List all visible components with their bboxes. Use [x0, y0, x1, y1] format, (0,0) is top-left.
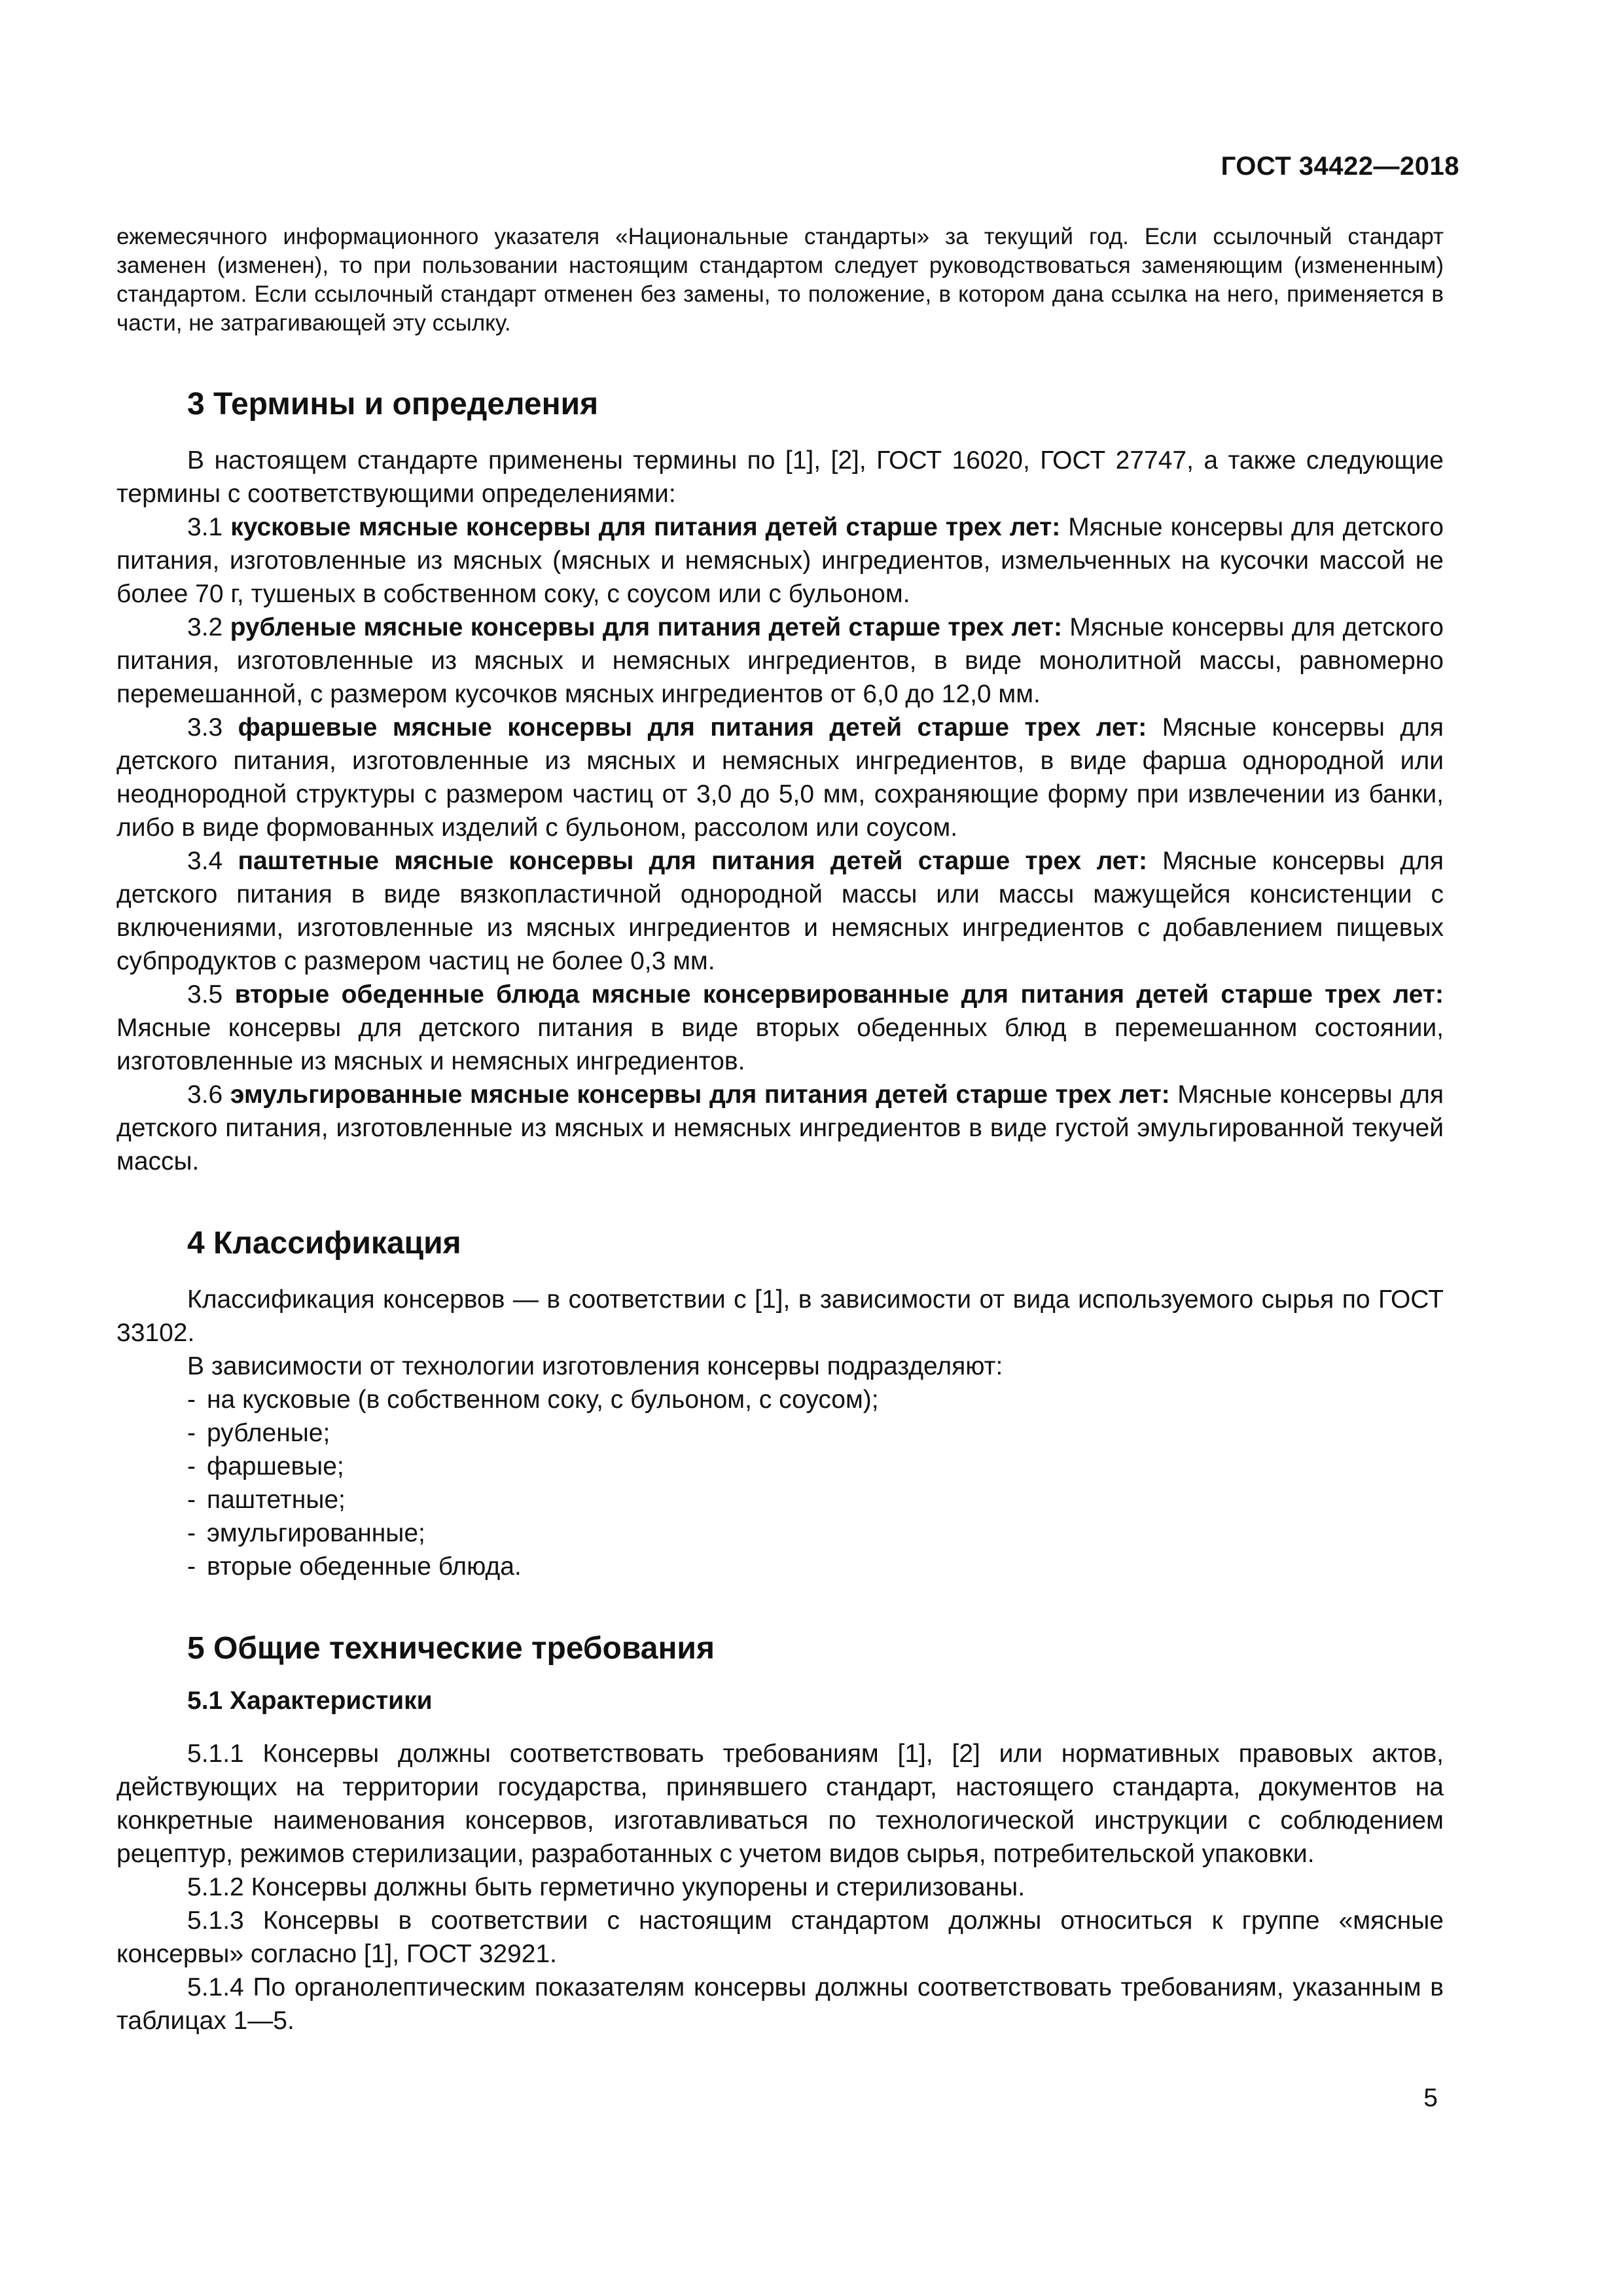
term-3-5-definition: Мясные консервы для детского питания в виде вторых обеденных блюд в перемешанном состоянии, изготовленные из мясных и немясных ингредиентов.	[116, 1014, 1444, 1075]
list-item: - вторые обеденные блюда.	[187, 1552, 522, 1581]
term-3-4-name: паштетные мясные консервы для питания детей старше трех лет:	[238, 847, 1147, 875]
term-3-1: 3.1 кусковые мясные консервы для питания детей старше трех лет: Мясные консервы для детского питания, изготовленные из мясных (мясных и немясных) ингредиентов, измельченных на кусочки массой не более 70 г, тушеных в собственном соку, с соусом или с бульоном.	[116, 513, 1444, 608]
term-3-6-definition: Мясные консервы для детского питания, изготовленные из мясных и немясных ингредиентов в виде густой эмульгированной текучей массы.	[116, 1081, 1444, 1175]
term-3-2-definition: Мясные консервы для детского питания, изготовленные из мясных и немясных ингредиентов, в виде монолитной массы, равномерно перемешанной, с размером кусочков мясных ингредиентов от 6,0 до 12,0 мм.	[116, 613, 1444, 708]
section-5-title: 5 Общие технические требования	[187, 1631, 715, 1666]
paragraph-5-1-1: 5.1.1 Консервы должны соответствовать требованиям [1], [2] или нормативных правовых актов, действующих на территории государства, принявшего стандарт, настоящего стандарта, документов на конкретные наименования консервов, изготавливаться по технологической инструкции с соблюдением рецептур, режимов стерилизации, разработанных с учетом видов сырья, потребительской упаковки.	[116, 1740, 1444, 1868]
section-4-paragraph-1: Классификация консервов — в соответствии с [1], в зависимости от вида используемого сырья по ГОСТ 33102.	[116, 1285, 1444, 1347]
list-item: - на кусковые (в собственном соку, с бульоном, с соусом);	[187, 1386, 879, 1414]
paragraph-5-1-4: 5.1.4 По органолептическим показателям консервы должны соответствовать требованиям, указанным в таблицах 1—5.	[116, 1973, 1444, 2035]
classification-list	[116, 1383, 1444, 1583]
section-3-title: 3 Термины и определения	[187, 387, 599, 422]
term-3-3-name: фаршевые мясные консервы для питания детей старше трех лет:	[238, 713, 1147, 742]
document-code: ГОСТ 34422—2018	[1221, 152, 1459, 181]
list-item: - эмульгированные;	[187, 1519, 425, 1547]
section-4-title: 4 Классификация	[187, 1226, 461, 1261]
term-3-1-name: кусковые мясные консервы для питания детей старше трех лет:	[230, 513, 1061, 541]
term-3-4: 3.4 паштетные мясные консервы для питания детей старше трех лет: Мясные консервы для детского питания в виде вязкопластичной однородной массы или массы мажущейся консистенции с включениями, изготовленные из мясных ингредиентов и немясных ингредиентов с добавлением пищевых субпродуктов с размером частиц не более 0,3 мм.	[116, 847, 1444, 975]
term-3-5: 3.5 вторые обеденные блюда мясные консервированные для питания детей старше трех лет: Мясные консервы для детского питания в виде вторых обеденных блюд в перемешанном состоянии, изготовленные из мясных и немясных ингредиентов.	[116, 980, 1444, 1075]
term-3-6-name: эмульгированные мясные консервы для питания детей старше трех лет:	[230, 1081, 1170, 1109]
paragraph-5-1-3: 5.1.3 Консервы в соответствии с настоящим стандартом должны относиться к группе «мясные консервы» согласно [1], ГОСТ 32921.	[116, 1907, 1444, 1968]
list-item: - паштетные;	[187, 1486, 346, 1514]
paragraph-5-1-2: 5.1.2 Консервы должны быть герметично укупорены и стерилизованы.	[187, 1873, 1026, 1901]
term-3-2-name: рубленые мясные консервы для питания детей старше трех лет:	[230, 613, 1062, 641]
term-3-5-name: вторые обеденные блюда мясные консервированные для питания детей старше трех лет:	[234, 980, 1444, 1009]
section-3-lead: В настоящем стандарте применены термины по [1], [2], ГОСТ 16020, ГОСТ 27747, а также следующие термины с соответствующими определениями:	[116, 446, 1444, 508]
list-item: - фаршевые;	[187, 1452, 344, 1480]
term-3-6: 3.6 эмульгированные мясные консервы для питания детей старше трех лет: Мясные консервы для детского питания, изготовленные из мясных и немясных ингредиентов в виде густой эмульгированной текучей массы.	[116, 1081, 1444, 1175]
page-content	[116, 223, 1444, 2037]
term-3-3: 3.3 фаршевые мясные консервы для питания детей старше трех лет: Мясные консервы для детского питания, изготовленные из мясных и немясных ингредиентов, в виде фарша однородной или неоднородной структуры с размером частиц от 3,0 до 5,0 мм, сохраняющие форму при извлечении из банки, либо в виде формованных изделий с бульоном, рассолом или соусом.	[116, 713, 1444, 842]
term-3-2: 3.2 рубленые мясные консервы для питания детей старше трех лет: Мясные консервы для детского питания, изготовленные из мясных и немясных ингредиентов, в виде монолитной массы, равномерно перемешанной, с размером кусочков мясных ингредиентов от 6,0 до 12,0 мм.	[116, 613, 1444, 708]
term-3-3-definition: Мясные консервы для детского питания, изготовленные из мясных и немясных ингредиентов, в виде фарша однородной или неоднородной структуры с размером частиц от 3,0 до 5,0 мм, сохраняющие форму при извлечении из банки, либо в виде формованных изделий с бульоном, рассолом или соусом.	[116, 713, 1444, 842]
section-4-paragraph-2: В зависимости от технологии изготовления консервы подразделяют:	[187, 1352, 1003, 1380]
page-number: 5	[1423, 2084, 1438, 2112]
subsection-5-1-title: 5.1 Характеристики	[187, 1687, 433, 1715]
list-item: - рубленые;	[187, 1419, 330, 1447]
term-3-1-definition: Мясные консервы для детского питания, изготовленные из мясных (мясных и немясных) ингредиентов, измельченных на кусочки массой не более 70 г, тушеных в собственном соку, с соусом или с бульоном.	[116, 513, 1444, 608]
term-3-4-definition: Мясные консервы для детского питания в виде вязкопластичной однородной массы или массы мажущейся консистенции с включениями, изготовленные из мясных ингредиентов и немясных ингредиентов с добавлением пищевых субпродуктов с размером частиц не более 0,3 мм.	[116, 847, 1444, 975]
intro-paragraph: ежемесячного информационного указателя «Национальные стандарты» за текущий год. Если ссылочный стандарт заменен (изменен), то при пользовании настоящим стандартом следует руководствоваться заменяющим (измененным) стандартом. Если ссылочный стандарт отменен без замены, то положение, в котором дана ссылка на него, применяется в части, не затрагивающей эту ссылку.	[116, 224, 1444, 336]
